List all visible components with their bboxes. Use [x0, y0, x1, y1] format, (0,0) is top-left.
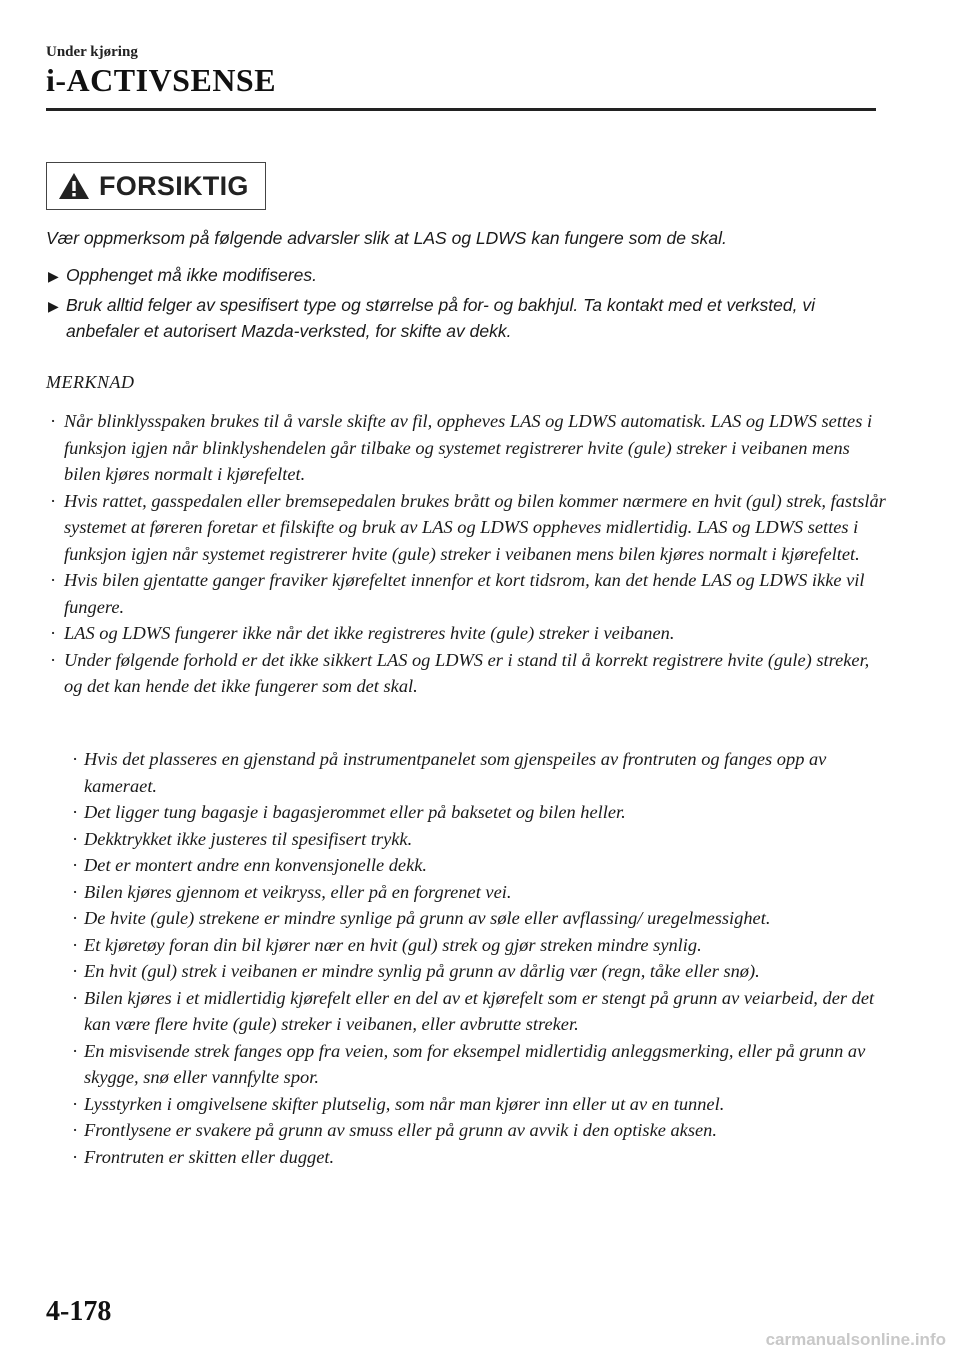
bullet-icon: ·	[50, 623, 57, 643]
bullet-icon: ·	[72, 1120, 79, 1140]
bullet-icon: ·	[50, 649, 57, 670]
arrow-icon: ▶	[48, 298, 59, 314]
caution-intro: Vær oppmerksom på følgende advarsler slik at LAS og LDWS kan fungere som de skal.	[46, 228, 727, 248]
sub-item: · Det ligger tung bagasje i bagasjerommet eller på baksetet og bilen heller.	[68, 799, 888, 826]
caution-list	[46, 262, 876, 348]
bullet-icon: ·	[72, 828, 79, 849]
note-item: · Hvis rattet, gasspedalen eller bremsepedalen brukes brått og bilen kommer nærmere en hvit (gul) strek, fastslår systemet at føreren foretar et filskifte og bruk av LAS og LDWS oppheves midlertidig. LAS og LDWS settes i funksjon igjen når systemet registrerer hvite (gule) streker i veibanen mens bilen kjøres normalt i kjørefeltet.	[46, 488, 886, 568]
sub-item: · Bilen kjøres i et midlertidig kjørefelt eller en del av et kjørefelt som er stengt på grunn av veiarbeid, der det kan være flere hvite (gule) streker i veibanen, eller avbrutte streker.	[68, 985, 888, 1038]
caution-box	[46, 162, 266, 210]
caution-item: ▶ Bruk alltid felger av spesifisert type og størrelse på for- og bakhjul. Ta kontakt med et verksted, vi anbefaler et autorisert Mazda-verksted, for skifte av dekk.	[48, 295, 815, 341]
sub-item: · Lysstyrken i omgivelsene skifter plutselig, som når man kjører inn eller ut av en tunnel.	[68, 1091, 888, 1118]
note-list	[46, 408, 886, 700]
sub-item: · Hvis det plasseres en gjenstand på instrumentpanelet som gjenspeiles av frontruten og fanges opp av kameraet.	[68, 746, 888, 799]
note-item: · Når blinklysspaken brukes til å varsle skifte av fil, oppheves LAS og LDWS automatisk. LAS og LDWS settes i funksjon igjen når blinklyshendelen går tilbake og systemet registrerer hvite (gule) streker i veibanen mens bilen kjøres normalt i kjørefeltet.	[46, 408, 886, 488]
section-label: Under kjøring	[46, 44, 138, 60]
sub-item: · Dekktrykket ikke justeres til spesifisert trykk.	[68, 826, 888, 853]
bullet-icon: ·	[72, 881, 79, 902]
warning-triangle-icon	[57, 171, 91, 201]
bullet-icon: ·	[72, 934, 79, 955]
bullet-icon: ·	[50, 570, 57, 590]
sub-item: · Frontruten er skitten eller dugget.	[68, 1144, 888, 1171]
caution-item: ▶ Opphenget må ikke modifiseres.	[46, 262, 876, 288]
bullet-icon: ·	[72, 749, 79, 769]
bullet-icon: ·	[72, 987, 79, 1008]
bullet-icon: ·	[50, 411, 57, 431]
sub-item: · Det er montert andre enn konvensjonelle dekk.	[68, 852, 888, 879]
bullet-icon: ·	[50, 490, 57, 511]
caution-label: FORSIKTIG	[99, 170, 249, 201]
bullet-icon: ·	[72, 802, 79, 822]
watermark: carmanualsonline.info	[765, 1330, 946, 1349]
note-sub-list	[68, 746, 888, 1170]
sub-item: · Frontlysene er svakere på grunn av smuss eller på grunn av avvik i den optiske aksen.	[68, 1117, 888, 1144]
note-item: · LAS og LDWS fungerer ikke når det ikke registreres hvite (gule) streker i veibanen.	[46, 620, 886, 647]
header-divider	[46, 108, 876, 111]
bullet-icon: ·	[72, 1093, 79, 1114]
arrow-icon: ▶	[48, 268, 59, 284]
note-item: · Under følgende forhold er det ikke sikkert LAS og LDWS er i stand til å korrekt registrere hvite (gule) streker, og det kan hende det ikke fungerer som det skal.	[46, 647, 886, 700]
bullet-icon: ·	[72, 1146, 79, 1167]
sub-item: · De hvite (gule) strekene er mindre synlige på grunn av søle eller avflassing/ uregelmessighet.	[68, 905, 888, 932]
note-heading: MERKNAD	[46, 372, 135, 392]
sub-item: · En hvit (gul) strek i veibanen er mindre synlig på grunn av dårlig vær (regn, tåke eller snø).	[68, 958, 888, 985]
sub-item: · Et kjøretøy foran din bil kjører nær en hvit (gul) strek og gjør streken mindre synlig.	[68, 932, 888, 959]
sub-item: · Bilen kjøres gjennom et veikryss, eller på en forgrenet vei.	[68, 879, 888, 906]
note-item: · Hvis bilen gjentatte ganger fraviker kjørefeltet innenfor et kort tidsrom, kan det hende LAS og LDWS ikke vil fungere.	[46, 567, 886, 620]
page-title: i-ACTIVSENSE	[46, 62, 277, 98]
sub-item: · En misvisende strek fanges opp fra veien, som for eksempel midlertidig anleggsmerking, eller på grunn av skygge, snø eller vannfylte spor.	[68, 1038, 888, 1091]
page-number: 4-178	[46, 1296, 112, 1327]
bullet-icon: ·	[72, 908, 79, 928]
bullet-icon: ·	[72, 961, 79, 981]
bullet-icon: ·	[72, 1040, 79, 1061]
bullet-icon: ·	[72, 855, 79, 875]
